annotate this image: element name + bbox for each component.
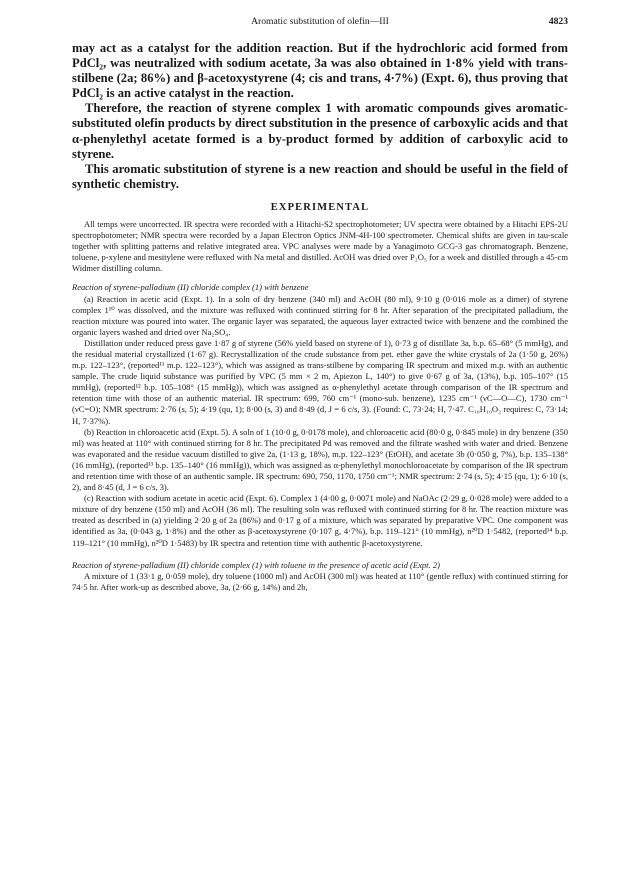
lead-paragraph-2: Therefore, the reaction of styrene complex 1 with aromatic compounds gives aromatic-substituted olefin products by direct substitution in the presence of carboxylic acids and that α-phenylethyl acetate formed is a by-product formed by addition of carboxylic acid to styrene. xyxy=(72,101,568,161)
reaction2-text: A mixture of 1 (33·1 g, 0·059 mole), dry toluene (1000 ml) and AcOH (300 ml) was heated at 110° (gentle reflux) with continued stirring for 74·5 hr. After work-up as described above, 3a, (2·66 g, 14%) and 2b, xyxy=(72,570,568,592)
section-heading: EXPERIMENTAL xyxy=(270,201,370,213)
reaction1-part-b: (b) Reaction in chloroacetic acid (Expt. 5). A soln of 1 (10·0 g, 0·0178 mole), and chloroacetic acid (80·0 g, 0·845 mole) in dry benzene (350 ml) was heated at 110° with continued stirring for 8 hr. The precipitated Pd was removed and the filtrate washed with water and dried. Benzene was evaporated and the residue vacuum distilled to give 2a, (1·13 g, 18%), m.p. 122–123° (EtOH), and acetate 3b (0·050 g, 7%), b.p. 135–138° (16 mmHg), (reported¹³ b.p. 135–140° (16 mmHg)), which was assigned as α-phenylethyl monochloroacetate by comparison of the IR spectrum and retention time with those of an authentic sample. IR spectrum: 690, 750, 1170, 1750 cm⁻¹; NMR spectrum: 2·74 (s, 5); 4·15 (qu, 1); 6·10 (s, 2), and 8·45 (d, J = 6 c/s, 3). xyxy=(72,426,568,493)
experimental-section xyxy=(72,219,568,593)
reaction1-part-a: (a) Reaction in acetic acid (Expt. 1). In a soln of dry benzene (340 ml) and AcOH (80 ml), 9·10 g (0·016 mole as a dimer) of styrene complex 1¹⁰ was dissolved, and the mixture was refluxed with continued stirring for 8 hr. After separation of the precipitated palladium, the reaction mixture was poured into water. The organic layer was separated, the aqueous layer extracted twice with benzene and the combined the organic layers washed and dried over Na₂SO₄. xyxy=(72,293,568,337)
lead-paragraph-3: This aromatic substitution of styrene is a new reaction and should be useful in the field of synthetic chemistry. xyxy=(72,161,568,191)
journal-page xyxy=(72,16,568,593)
page-number: 4823 xyxy=(548,16,568,27)
discussion-conclusion xyxy=(72,41,568,192)
experimental-intro: All temps were uncorrected. IR spectra were recorded with a Hitachi-S2 spectrophotometer; UV spectra were obtained by a Hitachi EPS-2U spectrophotometer; NMR spectra were recorded by a Japan Electron Optics JNM-4H-100 spectrometer. Chemical shifts are given in tau-scale together with splitting patterns and relative integrated area. VPC analyses were made by a Yanagimoto GCG-3 gas chromatograph. Benzene, toluene, p-xylene and mesitylene were refluxed with Na metal and distilled. AcOH was dried over P₂O₅ for a week and distilled through a 45-cm Widmer distilling column. xyxy=(72,218,568,274)
running-header xyxy=(72,16,568,32)
reaction1-heading: Reaction of styrene-palladium (II) chloride complex (1) with benzene xyxy=(72,282,309,293)
reaction2-heading: Reaction of styrene-palladium (II) chloride complex (1) with toluene in the presence of acetic acid (Expt. 2) xyxy=(72,559,440,570)
lead-paragraph-1: may act as a catalyst for the addition reaction. But if the hydrochloric acid formed from PdCl₂, was neutralized with sodium acetate, 3a was also obtained in 1·8% yield with trans-stilbene (2a; 86%) and β-acetoxystyrene (4; cis and trans, 4·7%) (Expt. 6), thus proving that PdCl₂ is an active catalyst in the reaction. xyxy=(72,41,568,101)
reaction1-distillation: Distillation under reduced press gave 1·87 g of styrene (56% yield based on styrene of 1), 0·73 g of distillate 3a, b.p. 65–68° (5 mmHg), and the residual material crystallized (1·67 g). Recrystallization of the crude substance from pet. ether gave the white crystals of 2a (1·50 g, 26%) m.p. 122–123°, (reported¹¹ m.p. 122–123°), which was assigned as trans-stilbene by comparing IR spectrum and mixed m.p. with an authentic sample. The crude liquid substance was purified by VPC (5 mm × 2 m, Apiezon L, 140°) to give 0·67 g of 3a, (13%), b.p. 105–107° (15 mmHg), (reported¹² b.p. 105–108° (15 mmHg)), which was assigned as α-phenylethyl acetate through comparison of the IR spectrum and retention time with those of an authentic material. IR spectrum: 699, 760 cm⁻¹ (mono-sub. benzene), 1235 cm⁻¹ (νC—O—C), 1730 cm⁻¹ (νC=O); NMR spectrum: 2·76 (s, 5); 4·19 (qu, 1); 8·00 (s, 3) and 8·49 (d, J = 6 c/s, 3). (Found: C, 73·24; H, 7·47. C₁₀H₁₀O₂ requires: C, 73·14; H, 7·37%). xyxy=(72,337,568,426)
reaction1-part-c: (c) Reaction with sodium acetate in acetic acid (Expt. 6). Complex 1 (4·00 g, 0·0071 mole) and NaOAc (2·29 g, 0·028 mole) were added to a mixture of dry benzene (150 ml) and AcOH (36 ml). The resulting soln was refluxed with continued stirring for 8 hr. The reaction mixture was treated as described in (a) yielding 2·20 g of 2a (86%) and 0·17 g of a mixture, which was separated by preparative VPC. One component was identified as 3a, (0·043 g, 1·8%) and the other as β-acetoxystyrene (0·107 g, 4·7%), b.p. 119–121° (10 mmHg), n²⁰D 1·5482, (reported¹⁴ b.p. 119–121° (10 mmHg), n²⁰D 1·5483) by IR spectra and retention time with authentic β-acetoxystyrene. xyxy=(72,493,568,548)
running-title: Aromatic substitution of olefin—III xyxy=(251,16,389,27)
